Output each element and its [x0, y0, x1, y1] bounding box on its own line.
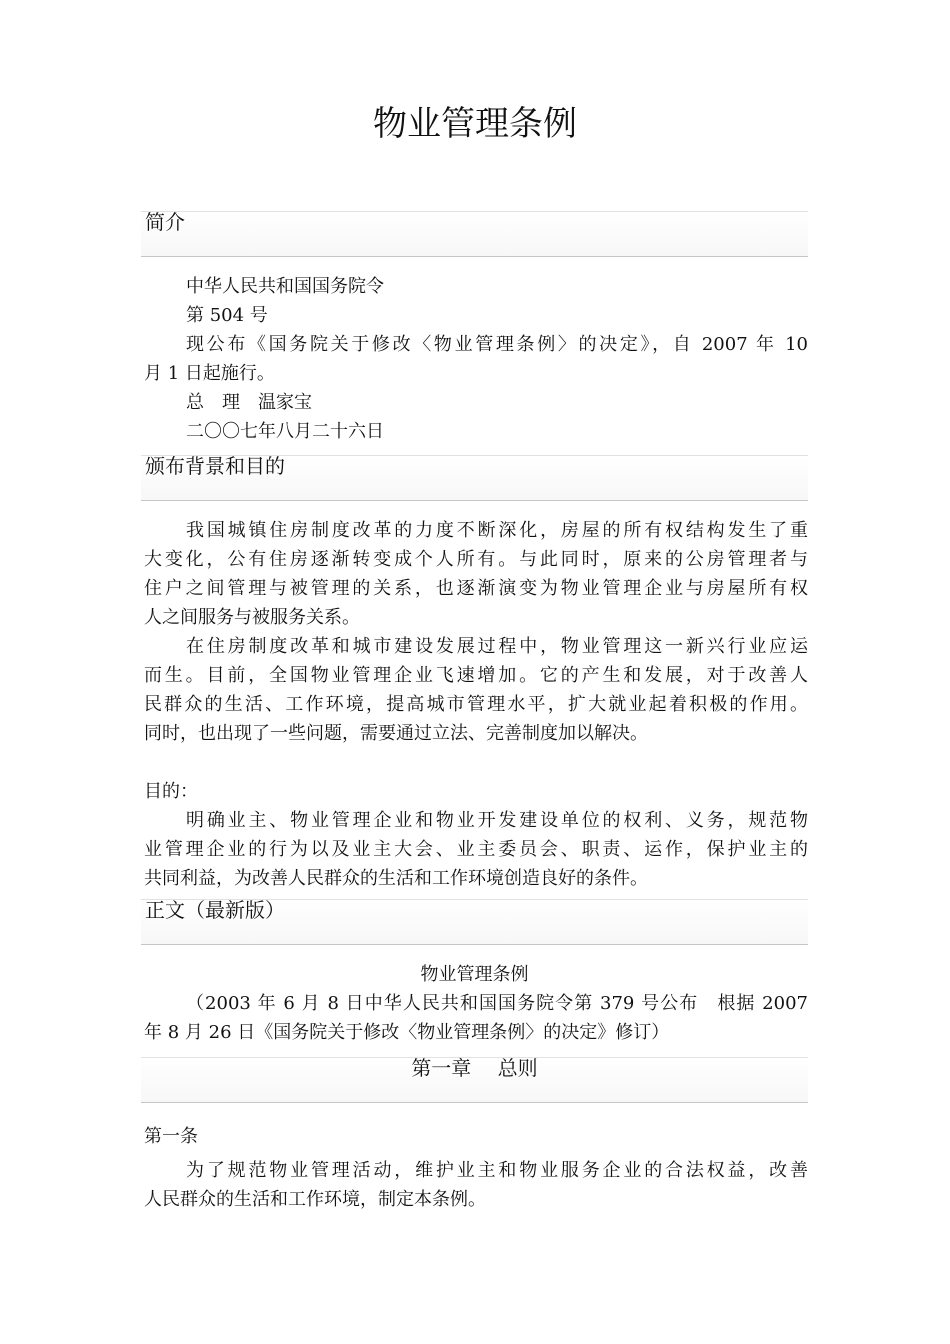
- background-p2-line: 在住房制度改革和城市建设发展过程中，物业管理这一新兴行业应运: [186, 636, 808, 657]
- background-p1-line: 我国城镇住房制度改革的力度不断深化，房屋的所有权结构发生了重: [186, 520, 808, 541]
- regulation-title: 物业管理条例: [420, 964, 529, 985]
- section-heading-intro-label: 简介: [145, 210, 185, 234]
- regulation-source-line-1: （2003 年 6 月 8 日中华人民共和国国务院令第 379 号公布 根据 2007: [186, 993, 808, 1014]
- background-p1-line: 住户之间管理与被管理的关系，也逐渐演变为物业管理企业与房屋所有权: [144, 578, 808, 599]
- section-heading-body: [141, 899, 808, 945]
- article-1-line: 为了规范物业管理活动，维护业主和物业服务企业的合法权益，改善: [186, 1160, 808, 1181]
- promulgation-line-2: 月 1 日起施行。: [144, 363, 275, 384]
- promulgation-line-1: 现公布《国务院关于修改〈物业管理条例〉的决定》，自 2007 年 10: [186, 334, 808, 355]
- order-date: 二〇〇七年八月二十六日: [186, 421, 384, 442]
- section-heading-body-label: 正文（最新版）: [145, 898, 285, 922]
- background-p2-line: 民群众的生活、工作环境，提高城市管理水平，扩大就业起着积极的作用。: [144, 694, 808, 715]
- purpose-line: 共同利益，为改善人民群众的生活和工作环境创造良好的条件。: [144, 868, 648, 889]
- article-1-line: 人民群众的生活和工作环境，制定本条例。: [144, 1189, 486, 1210]
- chapter-heading-label: 第一章 总则: [411, 1056, 538, 1080]
- background-p2-line: 同时，也出现了一些问题，需要通过立法、完善制度加以解决。: [144, 723, 648, 744]
- regulation-source-line-2: 年 8 月 26 日《国务院关于修改〈物业管理条例〉的决定》修订）: [144, 1022, 670, 1043]
- section-heading-background: [141, 455, 808, 501]
- page-title: 物业管理条例: [373, 104, 577, 144]
- order-line: 中华人民共和国国务院令: [186, 276, 384, 297]
- purpose-line: 业管理企业的行为以及业主大会、业主委员会、职责、运作，保护业主的: [144, 839, 808, 860]
- section-heading-intro: [141, 211, 808, 257]
- order-number: 第 504 号: [186, 305, 268, 326]
- section-heading-background-label: 颁布背景和目的: [145, 454, 285, 478]
- purpose-line: 明确业主、物业管理企业和物业开发建设单位的权利、义务，规范物: [186, 810, 808, 831]
- article-1-label: 第一条: [144, 1126, 198, 1147]
- background-p1-line: 大变化，公有住房逐渐转变成个人所有。与此同时，原来的公房管理者与: [144, 549, 808, 570]
- chapter-heading: [141, 1057, 808, 1103]
- premier-signature: 总 理 温家宝: [186, 392, 312, 413]
- purpose-label: 目的：: [144, 781, 198, 802]
- background-p1-line: 人之间服务与被服务关系。: [144, 607, 360, 628]
- background-p2-line: 而生。目前，全国物业管理企业飞速增加。它的产生和发展，对于改善人: [144, 665, 808, 686]
